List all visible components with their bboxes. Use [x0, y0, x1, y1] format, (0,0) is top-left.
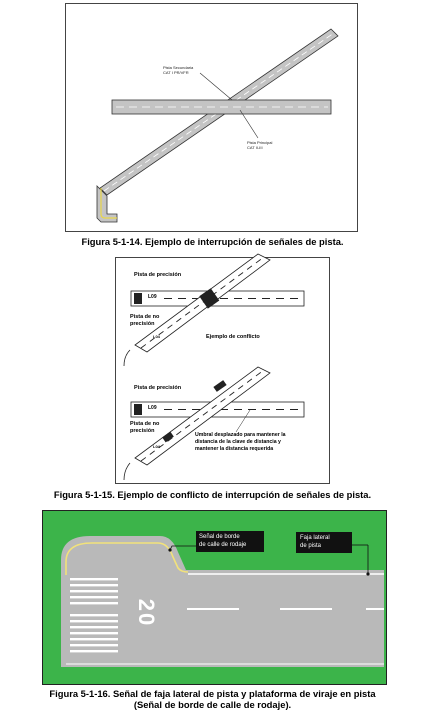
- designator-small-bottom: L04: [153, 444, 160, 449]
- designator-bottom: L09: [148, 405, 157, 411]
- label-conflict-example: Ejemplo de conflicto: [206, 334, 260, 340]
- callout-taxiway-edge-dot: [168, 548, 171, 551]
- label-non-precision-top: Pista de no precisión: [130, 314, 160, 327]
- caption-figure-5-1-15: Figura 5-1-15. Ejemplo de conflicto de interrupción de señales de pista.: [53, 489, 372, 500]
- callout-side-stripe-dot: [366, 572, 369, 575]
- label-secondary-runway: Pista Secundaria CAT I PR/VFR: [163, 65, 194, 75]
- label-runway-side-stripe: Faja lateral de pista: [300, 535, 330, 549]
- designator-top: L09: [148, 294, 157, 300]
- caption-figure-5-1-16-line2: (Señal de borde de calle de rodaje).: [133, 699, 292, 710]
- caption-figure-5-1-16-line1: Figura 5-1-16. Señal de faja lateral de pista y plataforma de viraje en pista: [49, 688, 376, 699]
- designator-small-top: L04: [153, 334, 160, 339]
- label-precision-runway-top: Pista de precisión: [134, 272, 182, 278]
- label-precision-runway-bottom: Pista de precisión: [134, 385, 182, 391]
- label-non-precision-bottom: Pista de no precisión: [130, 421, 160, 434]
- label-displaced-threshold: Umbral desplazado para mantener la distancia de la clave de distancia y mantener la distancia requerida: [195, 432, 286, 452]
- label-primary-runway: Pista Principal CAT II-III: [247, 140, 273, 150]
- label-taxiway-edge-marking: Señal de borde de calle de rodaje: [199, 534, 247, 548]
- runway-number: 20: [134, 598, 159, 628]
- runway-pavement: [61, 536, 384, 667]
- caption-figure-5-1-14: Figura 5-1-14. Ejemplo de interrupción de señales de pista.: [81, 236, 344, 247]
